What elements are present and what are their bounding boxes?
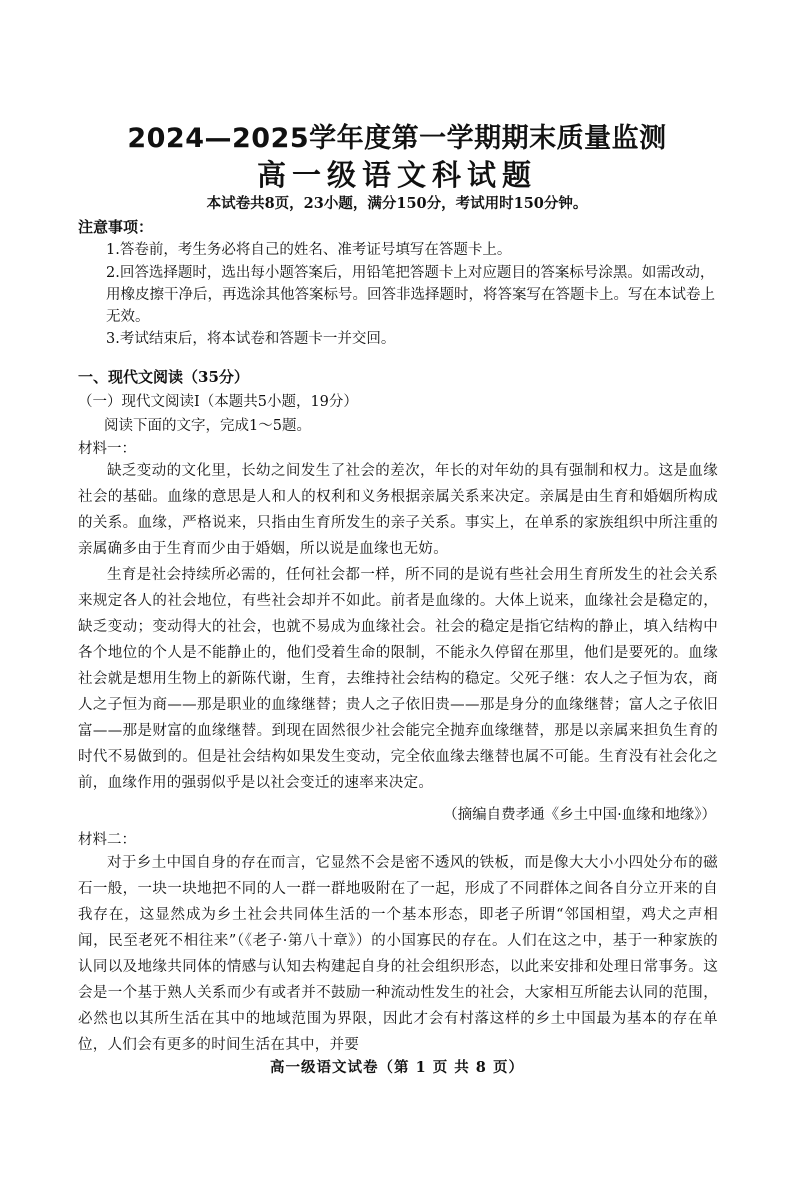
exam-info: 本试卷共8页，23小题，满分150分，考试用时150分钟。 bbox=[206, 195, 588, 212]
notice-item-3: 3.考试结束后，将本试卷和答题卡一并交回。 bbox=[106, 331, 396, 347]
section-part-title: （一）现代文阅读Ⅰ（本题共5小题，19分） bbox=[78, 394, 358, 410]
material-2-paragraph-1: 对于乡土中国自身的存在而言，它显然不会是密不透风的铁板，而是像大大小小四处分布的磁石一般，一块一块地把不同的人一群一群地吸附在了一起，形成了不同群体之间各自分立开来的自我存在，这显然成为乡土社会共同体生活的一个基本形态，即老子所谓“邻国相望，鸡犬之声相闻，民至老死不相往来”（《老子·第八十章》）的小国寡民的存在。人们在这之中，基于一种家族的认同以及地缘共同体的情感与认知去构建起自身的社会组织形态，以此来安排和处理日常事务。这会是一个基于熟人关系而少有或者并不鼓励一种流动性发生的社会，大家相互所能去认同的范围，必然也以其所生活在其中的地域范围为界限，因此才会有村落这样的乡土中国最为基本的存在单位，人们会有更多的时间生活在其中，并要 bbox=[78, 855, 718, 1053]
exam-title: 2024—2025学年度第一学期期末质量监测 bbox=[127, 123, 667, 154]
notice-item-1: 1.答卷前，考生务必将自己的姓名、准考证号填写在答题卡上。 bbox=[106, 242, 512, 258]
reading-instruction: 阅读下面的文字，完成1～5题。 bbox=[104, 418, 311, 434]
section-title: 一、现代文阅读（35分） bbox=[78, 368, 249, 386]
notice-item-2 bbox=[106, 262, 724, 328]
page-footer: 高一级语文试卷（第 1 页 共 8 页） bbox=[270, 1059, 524, 1076]
material-1-paragraph-1: 缺乏变动的文化里，长幼之间发生了社会的差次，年长的对年幼的具有强制和权力。这是血缘社会的基础。血缘的意思是人和人的权利和义务根据亲属关系来决定。亲属是由生育和婚姻所构成的关系。血缘，严格说来，只指由生育所发生的亲子关系。事实上，在单系的家族组织中所注重的亲属确多由于生育而少由于婚姻，所以说是血缘也无妨。 bbox=[78, 463, 718, 557]
material-2-label: 材料二： bbox=[78, 832, 136, 848]
notice-item-2-text: 2.回答选择题时，选出每小题答案后，用铅笔把答题卡上对应题目的答案标号涂黑。如需改动，用橡皮擦干净后，再选涂其他答案标号。回答非选择题时，将答案写在答题卡上。写在本试卷上无效。 bbox=[106, 265, 715, 325]
material-1-label: 材料一： bbox=[78, 441, 136, 457]
material-1-paragraph-2: 生育是社会持续所必需的，任何社会都一样，所不同的是说有些社会用生育所发生的社会关系来规定各人的社会地位，有些社会却并不如此。前者是血缘的。大体上说来，血缘社会是稳定的，缺乏变动；变动得大的社会，也就不易成为血缘社会。社会的稳定是指它结构的静止，填入结构中各个地位的个人是不能静止的，他们受着生命的限制，不能永久停留在那里，他们是要死的。血缘社会就是想用生物上的新陈代谢，生育，去维持社会结构的稳定。父死子继：农人之子恒为农，商人之子恒为商——那是职业的血缘继替；贵人之子依旧贵——那是身分的血缘继替；富人之子依旧富——那是财富的血缘继替。到现在固然很少社会能完全抛弃血缘继替，那是以亲属来担负生育的时代不易做到的。但是社会结构如果发生变动，完全依血缘去继替也属不可能。生育没有社会化之前，血缘作用的强弱似乎是以社会变迁的速率来决定。 bbox=[78, 567, 718, 791]
material-1-source: （摘编自费孝通《乡土中国·血缘和地缘》） bbox=[443, 807, 716, 823]
notice-heading: 注意事项： bbox=[78, 218, 154, 236]
exam-subtitle: 高一级语文科试题 bbox=[256, 158, 537, 192]
